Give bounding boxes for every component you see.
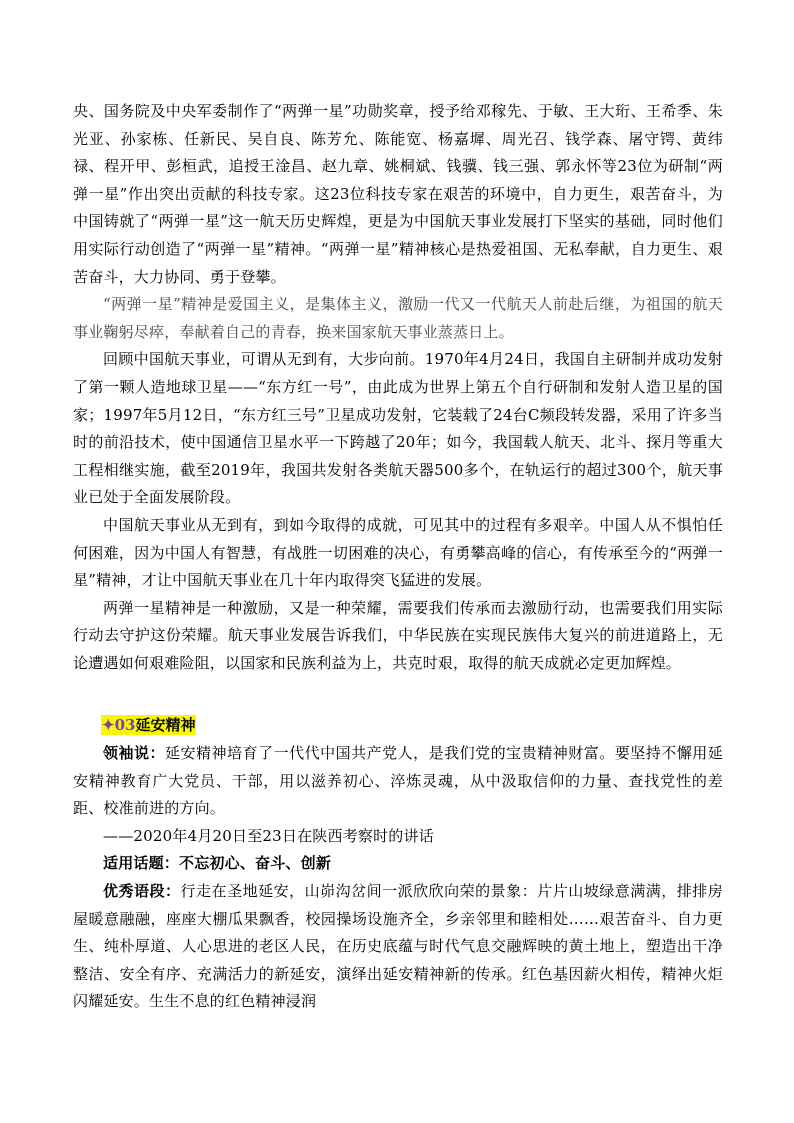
section-title: 延安精神 (135, 716, 196, 735)
excellent-passage (73, 878, 723, 1016)
excellent-text: 行走在圣地延安，山峁沟岔间一派欣欣向荣的景象：片片山坡绿意满满，排排房屋暖意融融，座座大棚瓜果飘香，校园操场设施齐全，乡亲邻里和睦相处……艰苦奋斗、自力更生、纯朴厚道、人心思进的老区人民，在历史底蕴与时代气息交融辉映的黄土地上，塑造出干净整洁、安全有序、充满活力的新延安，演绎出延安精神新的传承。红色基因薪火相传，精神火炬闪耀延安。生生不息的红色精神浸润 (73, 882, 723, 1011)
paragraph-hardship: 中国航天事业从无到有，到如今取得的成就，可见其中的过程有多艰辛。中国人从不惧怕任何困难，因为中国人有智慧，有战胜一切困难的决心，有勇攀高峰的信心，有传承至今的“两弹一星”精神，才让中国航天事业在几十年内取得突飞猛进的发展。 (73, 515, 723, 590)
topics-text: 不忘初心、奋斗、创新 (179, 854, 332, 873)
paragraph-inspiration: 两弹一星精神是一种激励，又是一种荣耀，需要我们传承而去激励行动，也需要我们用实际行动去守护这份荣耀。航天事业发展告诉我们，中华民族在实现民族伟大复兴的前进道路上，无论遭遇如何艰难险阻，以国家和民族利益为上，共克时艰，取得的航天成就必定更加辉煌。 (73, 598, 723, 672)
leader-label: 领袖说： (103, 744, 166, 763)
paragraph-spirit-meaning: “两弹一星”精神是爱国主义，是集体主义，激励一代又一代航天人前赴后继，为祖国的航天事业鞠躬尽瘁，奉献着自己的青春，换来国家航天事业蒸蒸日上。 (73, 295, 723, 341)
topics-line (73, 850, 723, 878)
star-icon: ✦ (102, 716, 115, 735)
section-number: 03 (114, 716, 136, 735)
excellent-label: 优秀语段： (103, 882, 181, 901)
leader-quote (73, 740, 723, 823)
paragraph-award: 央、国务院及中央军委制作了“两弹一星”功勋奖章，授予给邓稼先、于敏、王大珩、王希季、朱光亚、孙家栋、任新民、吴自良、陈芳允、陈能宽、杨嘉墀、周光召、钱学森、屠守锷、黄纬禄、程开甲、彭桓武，追授王淦昌、赵九章、姚桐斌、钱骥、钱三强、郭永怀等23位为研制“两弹一星”作出突出贡献的科技专家。这23位科技专家在艰苦的环境中，自力更生，艰苦奋斗，为中国铸就了“两弹一星”这一航天历史辉煌，更是为中国航天事业发展打下坚实的基础，同时他们用实际行动创造了“两弹一星”精神。“两弹一星”精神核心是热爱祖国、无私奉献，自力更生、艰苦奋斗，大力协同、勇于登攀。 (73, 102, 723, 286)
leader-text: 延安精神培育了一代代中国共产党人，是我们党的宝贵精神财富。要坚持不懈用延安精神教育广大党员、干部，用以滋养初心、淬炼灵魂，从中汲取信仰的力量、查找党性的差距、校准前进的方向。 (73, 744, 723, 818)
paragraph-review: 回顾中国航天事业，可谓从无到有，大步向前。1970年4月24日，我国自主研制并成功发射了第一颗人造地球卫星——“东方红一号”，由此成为世界上第五个自行研制和发射人造卫星的国家；1997年5月12日，“东方红三号”卫星成功发射，它装载了24台C频段转发器，采用了许多当时的前沿技术，使中国通信卫星水平一下跨越了20年；如今，我国载人航天、北斗、探月等重大工程相继实施，截至2019年，我国共发射各类航天器500多个，在轨运行的超过300个，航天事业已处于全面发展阶段。 (73, 350, 723, 507)
section-heading (73, 712, 723, 740)
section-heading-highlight (101, 715, 196, 735)
document-body (73, 98, 723, 1016)
quote-source: ——2020年4月20日至23日在陕西考察时的讲话 (103, 826, 434, 845)
topics-label: 适用话题： (103, 854, 180, 873)
section-spacer (73, 677, 723, 704)
